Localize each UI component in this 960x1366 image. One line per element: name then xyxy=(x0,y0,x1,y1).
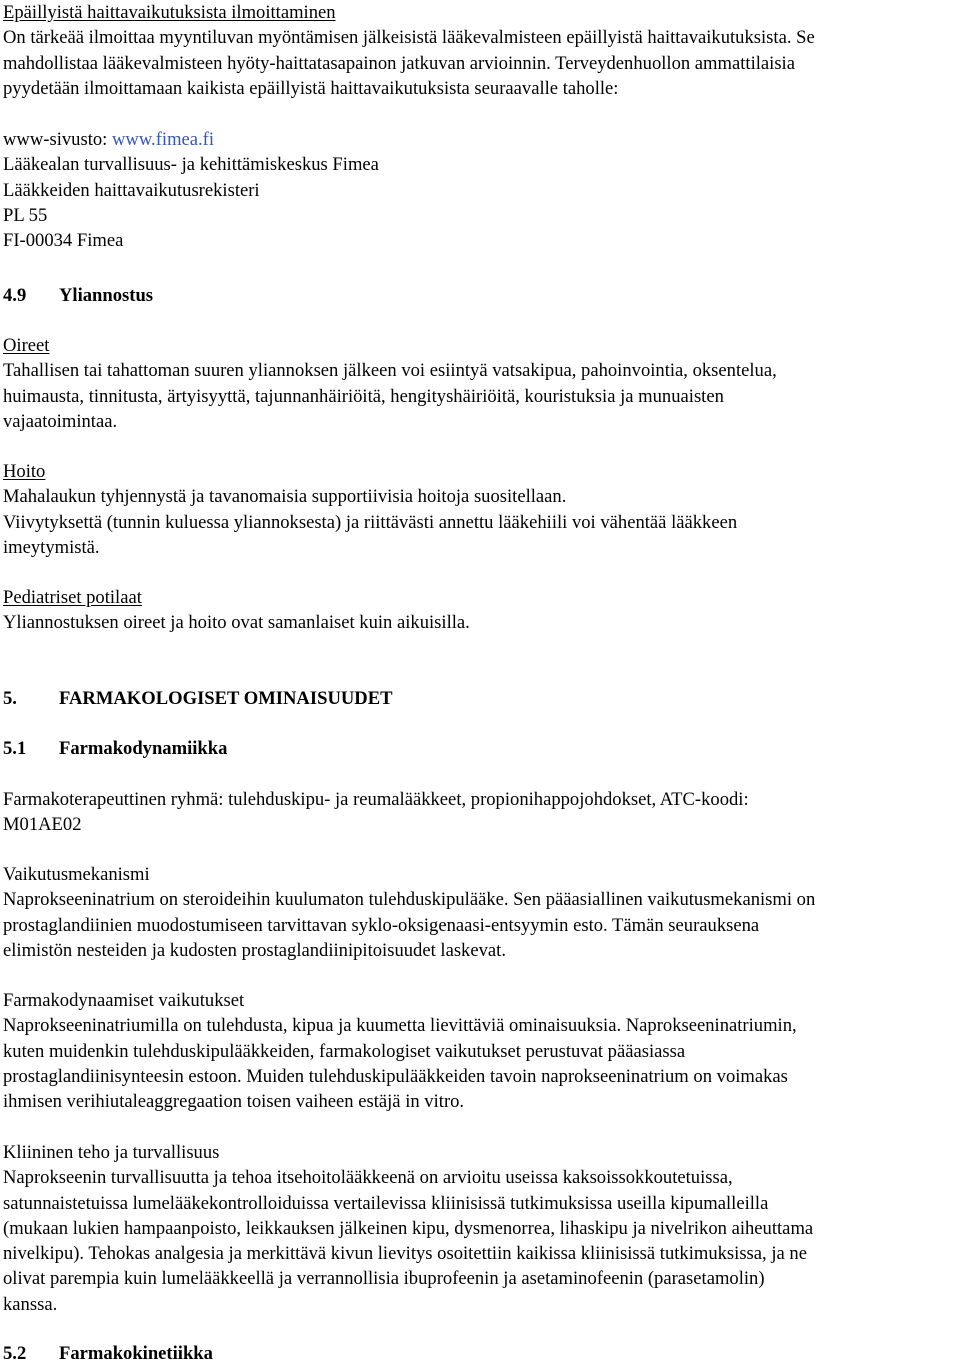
paragraph-line: M01AE02 xyxy=(3,814,82,836)
website-label: www-sivusto: xyxy=(3,129,112,150)
paragraph-line: Naprokseeninatrium on steroideihin kuulumaton tulehduskipulääke. Sen pääasiallinen vaikutusmekanismi on xyxy=(3,889,816,911)
contact-block xyxy=(3,127,958,253)
contact-line: Lääkealan turvallisuus- ja kehittämiskeskus Fimea xyxy=(3,154,379,176)
section-number: 5. xyxy=(3,688,17,709)
section-heading-adverse-reporting: Epäillyistä haittavaikutuksista ilmoittaminen xyxy=(3,2,336,23)
paragraph-line: imeytymistä. xyxy=(3,536,100,558)
website-line xyxy=(3,127,958,152)
paragraph-line: olivat parempia kuin lumelääkkeellä ja verrannollisia ibuprofeenin ja asetaminofeenin (parasetamolin) xyxy=(3,1268,765,1290)
section-number: 5.1 xyxy=(3,738,27,759)
paragraph-line: elimistön nesteiden ja kudosten prostaglandiinipitoisuudet laskevat. xyxy=(3,939,506,961)
section-number: 4.9 xyxy=(3,285,27,306)
paragraph-line: pyydetään ilmoittamaan kaikista epäillyistä haittavaikutuksista seuraavalle taholle: xyxy=(3,77,619,99)
section-5-2-heading xyxy=(3,1341,958,1366)
paragraph-line: satunnaistetuissa lumelääkekontrolloiduissa vertailevissa kliinisissä tutkimuksissa useilla kipumalleilla xyxy=(3,1192,769,1214)
paragraph-line: ihmisen verihiutaleaggregaation toisen vaiheen estäjä in vitro. xyxy=(3,1091,465,1113)
clinical-efficacy-section xyxy=(3,1140,958,1317)
subheading-clinical-efficacy: Kliininen teho ja turvallisuus xyxy=(3,1142,220,1163)
hoito-section xyxy=(3,459,958,560)
pharmacotherapeutic-group xyxy=(3,787,958,838)
paragraph-line: kuten muidenkin tulehduskipulääkkeiden, farmakologiset vaikutukset perustuvat pääasiassa xyxy=(3,1040,686,1062)
oireet-section xyxy=(3,333,958,434)
section-title: Farmakokinetiikka xyxy=(59,1343,213,1364)
paragraph-line: mahdollistaa lääkevalmisteen hyöty-haittatasapainon jatkuvan arvioinnin. Terveydenhuollon ammattilaisia xyxy=(3,52,795,74)
paragraph-line: nivelkipu). Tehokas analgesia ja merkittävä kivun lievitys osoitettiin kaikissa kliinisissä tutkimuksissa, ja ne xyxy=(3,1243,807,1265)
paragraph-line: prostaglandiinien muodostumiseen tarvittavan syklo-oksigenaasi-entsyymin esto. Tämän seurauksena xyxy=(3,914,760,936)
section-5-1-heading xyxy=(3,736,958,761)
paragraph-line: Naprokseeninatriumilla on tulehdusta, kipua ja kuumetta lievittäviä ominaisuuksia. Naprokseeninatriumin, xyxy=(3,1015,797,1037)
paragraph-line: Tahallisen tai tahattoman suuren yliannoksen jälkeen voi esiintyä vatsakipua, pahoinvointia, oksentelua, xyxy=(3,360,777,382)
mechanism-section xyxy=(3,862,958,963)
section-title: FARMAKOLOGISET OMINAISUUDET xyxy=(59,688,393,709)
contact-line: PL 55 xyxy=(3,204,48,226)
paragraph-line: Naprokseenin turvallisuutta ja tehoa itsehoitolääkkeenä on arvioitu useissa kaksoissokkoutetuissa, xyxy=(3,1167,733,1189)
contact-line: Lääkkeiden haittavaikutusrekisteri xyxy=(3,179,260,201)
pediatric-section xyxy=(3,585,958,636)
fimea-link[interactable]: www.fimea.fi xyxy=(111,129,215,150)
subheading-mechanism: Vaikutusmekanismi xyxy=(3,864,150,885)
section-title: Farmakodynamiikka xyxy=(59,738,228,759)
contact-line: FI-00034 Fimea xyxy=(3,230,124,252)
pharmacodynamic-effects-section xyxy=(3,988,958,1114)
paragraph-line: On tärkeää ilmoittaa myyntiluvan myöntämisen jälkeisistä lääkevalmisteen epäillyistä haittavaikutuksista. Se xyxy=(3,27,815,49)
paragraph-line: (mukaan lukien hampaanpoisto, leikkauksen jälkeinen kipu, dysmenorrea, lihaskipu ja nivelrikon aiheuttama xyxy=(3,1217,814,1239)
subheading-oireet: Oireet xyxy=(3,335,50,356)
paragraph-line: Yliannostuksen oireet ja hoito ovat samanlaiset kuin aikuisilla. xyxy=(3,612,470,634)
paragraph-line: vajaatoimintaa. xyxy=(3,410,118,432)
subheading-pediatric: Pediatriset potilaat xyxy=(3,587,142,608)
paragraph-line: kanssa. xyxy=(3,1293,58,1315)
section-number: 5.2 xyxy=(3,1343,27,1364)
paragraph-line: huimausta, tinnitusta, ärtyisyyttä, tajunnanhäiriöitä, hengityshäiriöitä, kouristuksia ja munuaisten xyxy=(3,385,724,407)
paragraph-line: Viivytyksettä (tunnin kuluessa yliannoksesta) ja riittävästi annettu lääkehiili voi vähentää lääkkeen xyxy=(3,511,738,533)
section-4-9-heading xyxy=(3,283,958,308)
section-title: Yliannostus xyxy=(59,285,154,306)
subheading-hoito: Hoito xyxy=(3,461,46,482)
subheading-pharmacodynamic-effects: Farmakodynaamiset vaikutukset xyxy=(3,990,245,1011)
section-5-heading xyxy=(3,686,958,711)
paragraph-line: Farmakoterapeuttinen ryhmä: tulehduskipu- ja reumalääkkeet, propionihappojohdokset, ATC-koodi: xyxy=(3,789,749,810)
adverse-reporting-section xyxy=(3,0,958,101)
paragraph-line: Mahalaukun tyhjennystä ja tavanomaisia supportiivisia hoitoja suositellaan. xyxy=(3,486,567,508)
paragraph-line: prostaglandiinisynteesin estoon. Muiden tulehduskipulääkkeiden tavoin naprokseeninatrium on voimakas xyxy=(3,1065,788,1087)
